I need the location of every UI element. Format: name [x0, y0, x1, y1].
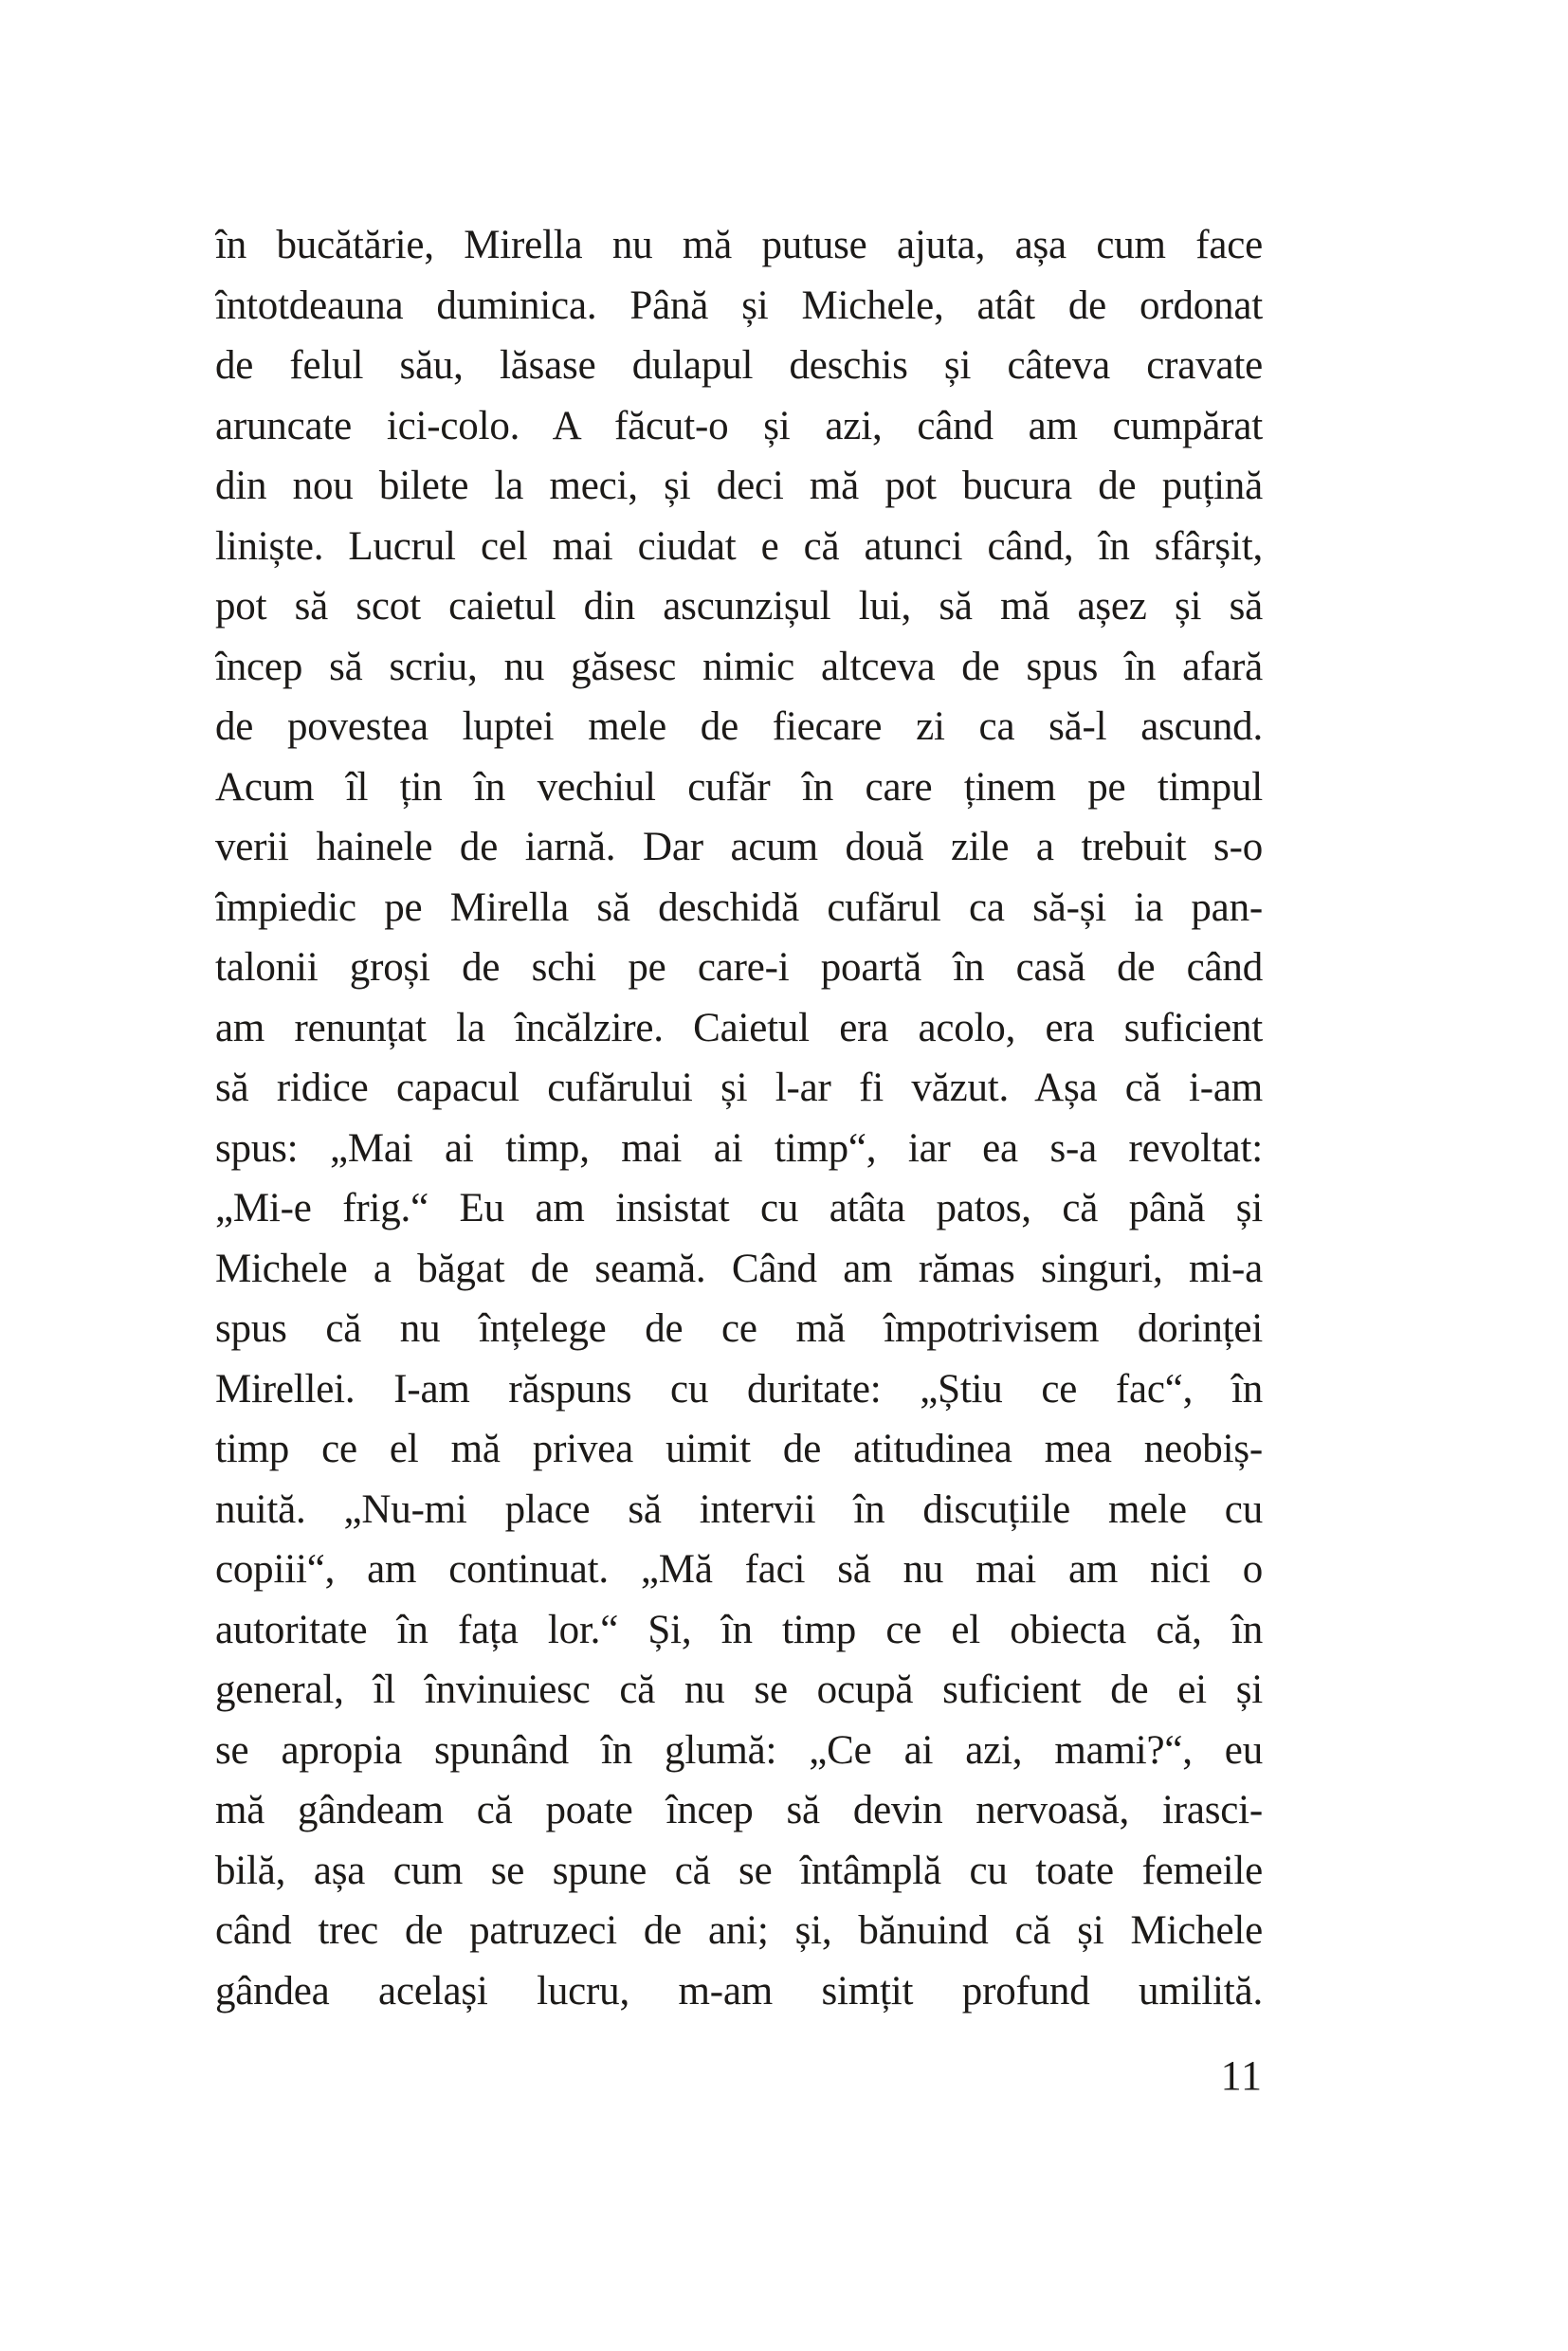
text-line: autoritate în fața lor.“ Și, în timp ce el obiecta că, în [215, 1607, 1263, 1652]
text-line: nuită. „Nu-mi place să intervii în discuțiile mele cu [215, 1486, 1263, 1532]
text-line: spus: „Mai ai timp, mai ai timp“, iar ea s-a revoltat: [215, 1125, 1263, 1171]
text-line: Mirellei. I-am răspuns cu duritate: „Știu ce fac“, în [215, 1366, 1263, 1412]
text-line: pot să scot caietul din ascunzișul lui, să mă așez și să [215, 584, 1263, 629]
text-line: întotdeauna duminica. Până și Michele, atât de ordonat [215, 282, 1263, 328]
text-line: copiii“, am continuat. „Mă faci să nu mai am nici o [215, 1547, 1263, 1592]
text-line: Michele a băgat de seamă. Când am rămas singuri, mi-a [215, 1246, 1263, 1291]
text-line: aruncate ici-colo. A făcut-o și azi, când am cumpărat [215, 403, 1263, 448]
text-line: timp ce el mă privea uimit de atitudinea mea neobiș- [215, 1427, 1263, 1471]
text-line: mă gândeam că poate încep să devin nervoasă, irasci- [215, 1788, 1263, 1832]
text-line: de felul său, lăsase dulapul deschis și câteva cravate [215, 343, 1263, 388]
text-line: general, îl învinuiesc că nu se ocupă suficient de ei și [215, 1668, 1263, 1712]
text-line: în bucătărie, Mirella nu mă putuse ajuta, așa cum face [215, 223, 1263, 267]
text-line: verii hainele de iarnă. Dar acum două zile a trebuit s-o [215, 825, 1263, 869]
text-line: din nou bilete la meci, și deci mă pot bucura de puțină [215, 464, 1263, 508]
text-line: spus că nu înțelege de ce mă împotrivisem dorinței [215, 1306, 1263, 1351]
text-line: „Mi-e frig.“ Eu am insistat cu atâta patos, că până și [215, 1186, 1263, 1230]
text-line: să ridice capacul cufărului și l-ar fi văzut. Așa că i-am [215, 1066, 1263, 1110]
text-line: liniște. Lucrul cel mai ciudat e că atunci când, în sfârșit, [215, 523, 1263, 569]
text-line: bilă, așa cum se spune că se întâmplă cu toate femeile [215, 1848, 1263, 1893]
text-line: de povestea luptei mele de fiecare zi ca să-l ascund. [215, 704, 1263, 749]
text-line: gândea același lucru, m-am simțit profund umilită. [215, 1968, 1263, 2014]
text-line: Acum îl țin în vechiul cufăr în care ținem pe timpul [215, 764, 1263, 810]
text-line: talonii groși de schi pe care-i poartă în casă de când [215, 945, 1263, 990]
text-line: încep să scriu, nu găsesc nimic altceva de spus în afară [215, 644, 1263, 689]
text-line: se apropia spunând în glumă: „Ce ai azi, mami?“, eu [215, 1727, 1263, 1773]
body-text [215, 215, 1263, 2021]
text-line: împiedic pe Mirella să deschidă cufărul ca să-și ia pan- [215, 884, 1263, 930]
text-line: am renunțat la încălzire. Caietul era acolo, era suficient [215, 1005, 1263, 1050]
page-number: 11 [1220, 2052, 1263, 2099]
text-line: când trec de patruzeci de ani; și, bănuind că și Michele [215, 1908, 1263, 1953]
